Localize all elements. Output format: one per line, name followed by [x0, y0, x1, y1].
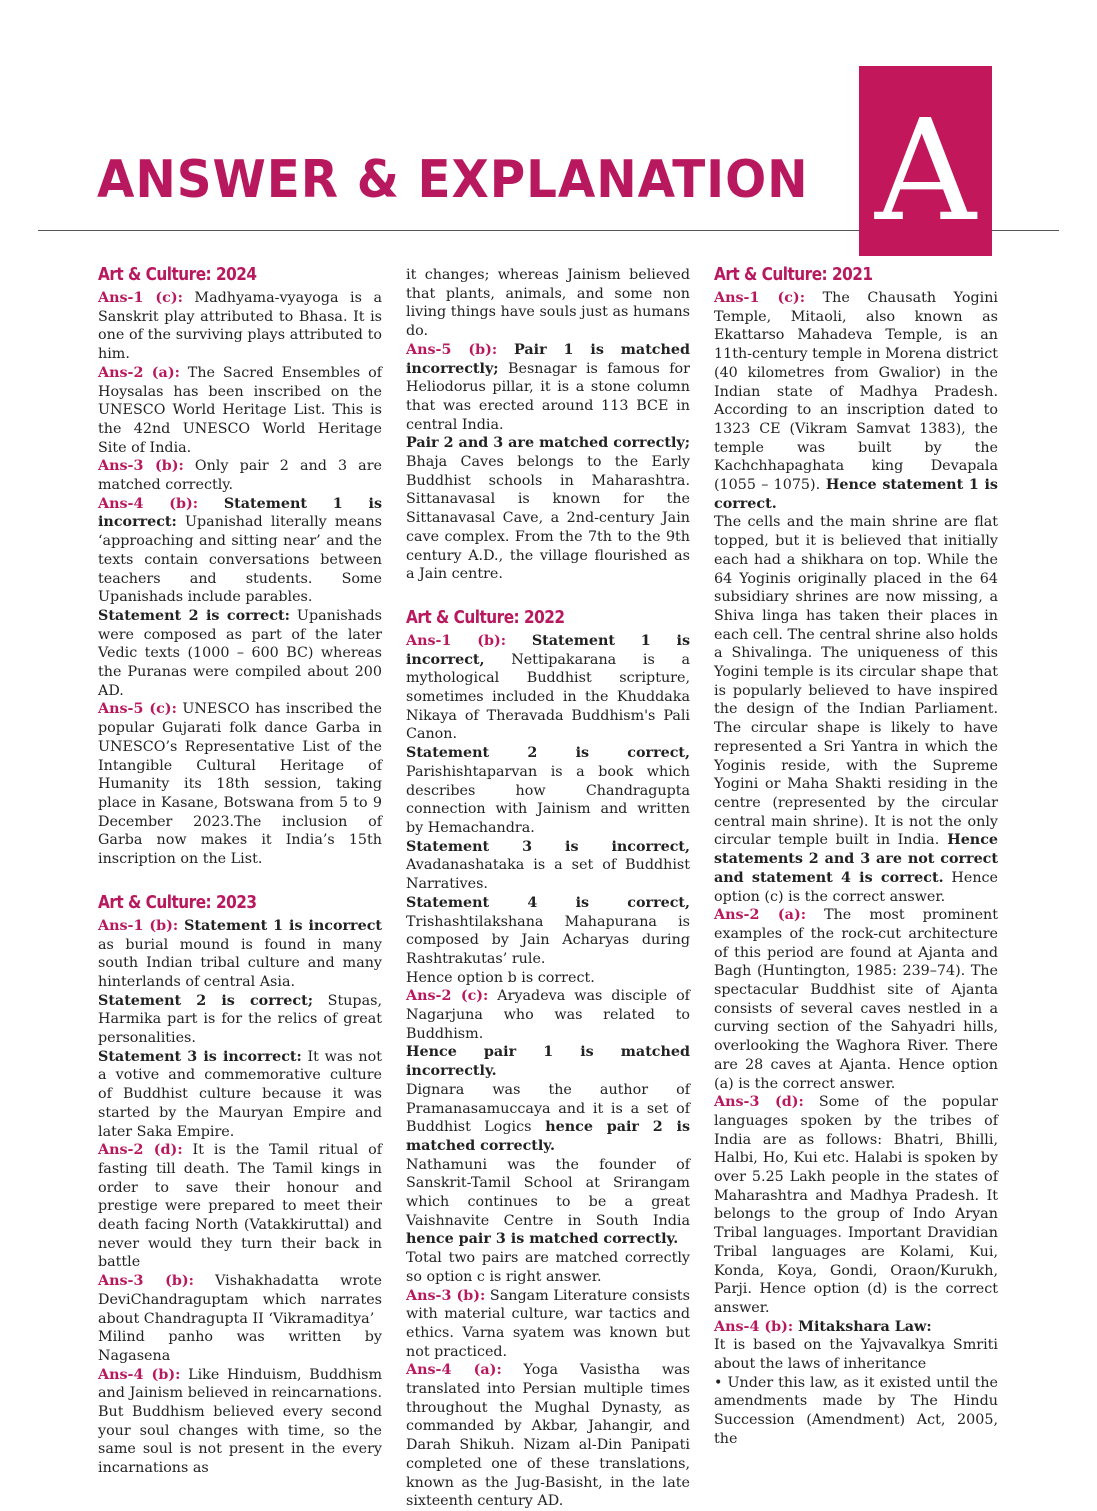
answer-2024-3 [98, 457, 382, 494]
answer-text: Yoga Vasistha was translated into Persian multiple times throughout the Mughal Dynasty, as commanded by Akbar, Jahangir, and Darah Shikuh. Nizam al-Din Panipati completed one of these translations, known as the Jug-Basisht, in the late sixteenth century AD. [406, 1362, 690, 1510]
answer-2022-2-pair-1 [406, 1043, 690, 1080]
answer-bold: Statement 4 is correct, [406, 894, 690, 911]
column-2 [406, 266, 690, 1511]
answer-text: Trishashtilakshana Mahapurana is composed by Jain Acharyas during Rashtrakutas’ rule. [406, 913, 690, 967]
section-title-2023: Art & Culture: 2023 [98, 891, 257, 913]
answer-text: Parishishtaparvan is a book which describes how Chandragupta connection with Jainism and written by Hemachandra. [406, 763, 690, 836]
answer-2021-4-bullet: • Under this law, as it existed until the amendments made by The Hindu Succession (Amendment) Act, 2005, the [714, 1374, 998, 1447]
answer-bold: Pair 2 and 3 are matched correctly; [406, 435, 690, 452]
section-title-2022: Art & Culture: 2022 [406, 606, 565, 628]
answer-bold: hence pair 2 is matched correctly. [406, 1119, 690, 1154]
answer-bold: Hence pair 1 is matched incorrectly. [406, 1044, 690, 1080]
answer-2021-1 [714, 289, 998, 513]
answer-text: It was not a votive and commemorative culture of Buddhist culture because it was started by the Mauryan Empire and later Saka Empire. [98, 1048, 382, 1140]
answer-label: Ans-4 (a): [406, 1362, 502, 1379]
answer-2022-3 [406, 1287, 690, 1362]
answer-2023-5 [406, 341, 690, 435]
answer-text: The Chausath Yogini Temple, Mitaoli, also known as Ekattarso Mahadeva Temple, is an 11th-century temple in Morena district (40 kilometres from Gwalior) in the Indian state of Madhya Pradesh. According to an inscription dated to 1323 CE (Vikram Samvat 1383), the temple was built by the Kachchhapaghata king Devapala (1055 – 1075). [714, 290, 998, 494]
answer-2022-1-conclusion: Hence option b is correct. [406, 969, 595, 986]
answer-2024-1 [98, 289, 382, 364]
answer-bold: Pair 1 is matched incorrectly; [406, 341, 690, 377]
answer-text: Stupas, Harmika part is for the relics of great personalities. [98, 992, 382, 1047]
answer-text: Like Hinduism, Buddhism and Jainism believed in reincarnations. But Buddhism believed every second your soul changes with time, so the same soul is not present in the every incarnations as [98, 1366, 383, 1477]
answer-text: Upanishads were composed as part of the later Vedic texts (1000 – 600 BC) whereas the Puranas were compiled about 200 AD. [98, 607, 382, 699]
answer-text: as burial mound is found in many south Indian tribal culture and many hinterlands of central Asia. [98, 936, 382, 990]
answer-bold: Mitakshara Law: [793, 1318, 932, 1335]
answer-bold: Statement 1 is incorrect: [98, 495, 382, 531]
answer-text: Upanishad literally means ‘approaching and sitting near’ and the texts contain conversations between teachers and students. Some Upanishads include parables. [98, 514, 382, 606]
answer-2021-2 [714, 906, 998, 1093]
answer-2023-1 [98, 917, 382, 992]
answer-2023-4-continued: it changes; whereas Jainism believed that plants, animals, and some non living things have souls just as humans do. [406, 267, 690, 340]
answer-bold: Statement 3 is incorrect, [406, 838, 690, 855]
answer-label: Ans-4 (b): [714, 1318, 794, 1335]
answer-bold: Statement 2 is correct: [98, 607, 290, 624]
answer-label: Ans-5 (b): [406, 341, 498, 358]
answer-text: Nathamuni was the founder of Sanskrit-Tamil School at Srirangam which continues to be a great Vaishnavite Centre in South India [406, 1156, 690, 1229]
answer-2024-4-statement-2 [98, 607, 382, 701]
answer-2022-1-statement-2 [406, 744, 690, 838]
answer-2022-2-conclusion: Total two pairs are matched correctly so option c is right answer. [406, 1250, 690, 1285]
column-3 [714, 263, 998, 1449]
answer-text: Hence option (c) is the correct answer. [714, 869, 998, 905]
answer-text: The Sacred Ensembles of Hoysalas has been inscribed on the UNESCO World Heritage List. This is the 42nd UNESCO World Heritage Site of India. [98, 364, 382, 456]
answer-bold: Statement 3 is incorrect: [98, 1048, 302, 1065]
chapter-letter-box: A [859, 66, 992, 256]
answer-label: Ans-2 (a): [714, 907, 806, 924]
answer-label: Ans-4 (b): [98, 495, 199, 512]
answer-2022-1-statement-4 [406, 894, 690, 969]
section-title-2024: Art & Culture: 2024 [98, 264, 257, 285]
answer-label: Ans-3 (b): [98, 458, 184, 475]
answer-text: Dignara was the author of Pramanasamuccaya and it is a set of Buddhist Logics [406, 1081, 690, 1136]
answer-label: Ans-1 (c): [98, 290, 183, 306]
answer-bold: Statement 1 is incorrect [178, 917, 382, 934]
answer-bold: Statement 2 is correct, [406, 745, 690, 762]
column-1 [98, 263, 382, 1478]
answer-text: Aryadeva was disciple of Nagarjuna who was related to Buddhism. [406, 988, 690, 1042]
answer-label: Ans-2 (a): [98, 364, 180, 381]
answer-2023-1-statement-3 [98, 1048, 382, 1142]
answer-label: Ans-2 (d): [98, 1142, 183, 1159]
answer-2023-3 [98, 1272, 382, 1328]
answer-bold: Hence statements 2 and 3 are not correct and statement 4 is correct. [714, 832, 998, 886]
answer-text: The cells and the main shrine are flat topped, but it is believed that initially each had a shikhara on top. While the 64 Yoginis originally placed in the 64 subsidiary shrines are now missing, a Shiva linga has taken their places in each cell. The central shrine also holds a Shivalinga. The uniqueness of this Yogini temple is its circular shape that is popularly believed to have inspired the design of the Indian Parliament. The circular shape is likely to have represented a Sri Yantra in which the Yoginis reside, with the Supreme Yogini or Maha Shakti residing in the centre (represented by the circular central main shrine). It is not the only circular temple built in India. [714, 514, 998, 849]
answer-bold: hence pair 3 is matched correctly. [406, 1231, 679, 1248]
answer-text: Besnagar is famous for Heliodorus pillar, it is a stone column that was erected around 113 BCE in central India. [406, 360, 690, 433]
answer-bold: Statement 2 is correct; [98, 992, 313, 1009]
answer-2023-2 [98, 1141, 382, 1272]
answer-text: Sangam Literature consists with material culture, war tactics and ethics. Varna syatem was known but not practiced. [406, 1287, 690, 1360]
answer-2021-1-detail [714, 513, 998, 906]
page-title: ANSWER & EXPLANATION [97, 150, 809, 210]
answer-2024-4 [98, 495, 382, 607]
section-title-2021: Art & Culture: 2021 [714, 264, 873, 285]
answer-text: Vishakhadatta wrote DeviChandraguptam which narrates about Chandragupta II ‘Vikramaditya’ [98, 1273, 382, 1327]
answer-2022-4 [406, 1361, 690, 1511]
answer-2022-2-pair-2 [406, 1081, 690, 1156]
answer-label: Ans-5 (c): [98, 701, 177, 718]
answer-label: Ans-2 (c): [406, 988, 489, 1005]
answer-label: Ans-1 (c): [714, 290, 805, 306]
answer-label: Ans-3 (b): [406, 1287, 486, 1304]
answer-2022-2-pair-3 [406, 1156, 690, 1250]
answer-label: Ans-1 (b): [98, 917, 179, 934]
answer-2024-2 [98, 364, 382, 458]
answer-text: Nettipakarana is a mythological Buddhist scripture, sometimes included in the Khuddaka Nikaya of Theravada Buddhism's Pali Canon. [406, 651, 690, 743]
answer-text: Only pair 2 and 3 are matched correctly. [98, 458, 382, 494]
answer-label: Ans-3 (d): [714, 1094, 804, 1111]
answer-label: Ans-4 (b): [98, 1366, 181, 1383]
answer-2021-4 [714, 1318, 998, 1337]
answer-label: Ans-3 (b): [98, 1273, 194, 1290]
answer-2023-3-note: Milind panho was written by Nagasena [98, 1329, 382, 1364]
answer-2021-4-text: It is based on the Yajvavalkya Smriti about the laws of inheritance [714, 1337, 998, 1373]
answer-2022-2 [406, 987, 690, 1043]
answer-2023-4 [98, 1366, 382, 1478]
answer-text: Bhaja Caves belongs to the Early Buddhist schools in Maharashtra. Sittanavasal is known for the Sittanavasal Cave, a 2nd-century Jain cave complex. From the 7th to the 9th century A.D., the village flourished as a Jain centre. [406, 454, 690, 583]
answer-2024-5 [98, 700, 382, 868]
answer-2022-1 [406, 632, 690, 744]
answer-label: Ans-1 (b): [406, 632, 507, 649]
answer-2023-5-pair-2 [406, 434, 690, 584]
answer-text: Avadanashataka is a set of Buddhist Narratives. [406, 857, 690, 893]
answer-bold: Statement 1 is incorrect, [406, 632, 690, 668]
answer-2022-1-statement-3 [406, 838, 690, 894]
answer-bold: Hence statement 1 is correct. [714, 477, 998, 512]
answer-text: The most prominent examples of the rock-cut architecture of this period are found at Ajanta and Bagh (Huntington, 1985: 239–74). The spectacular Buddhist site of Ajanta consists of several caves nestled in a curving section of the Sahyadri hills, overlooking the Waghora River. There are 28 caves at Ajanta. Hence option (a) is the correct answer. [714, 907, 999, 1092]
answer-text: Madhyama-vyayoga is a Sanskrit play attributed to Bhasa. It is one of the surviving plays attributed to him. [98, 290, 382, 363]
answer-text: It is the Tamil ritual of fasting till death. The Tamil kings in order to save their honour and prestige were prepared to meet their death facing North (Vatakkiruttal) and never would they turn their back in battle [98, 1142, 382, 1271]
answer-text: UNESCO has inscribed the popular Gujarati folk dance Garba in UNESCO’s Representative List of the Intangible Cultural Heritage of Humanity its 18th session, taking place in Kasane, Botswana from 5 to 9 December 2023.The inclusion of Garba now makes it India’s 15th inscription on the List. [98, 701, 382, 868]
answer-2021-3 [714, 1093, 998, 1317]
answer-text: Some of the popular languages spoken by the tribes of India are as follows: Bhatri, Bhilli, Halbi, Ho, Kui etc. Halabi is spoken by over 5.25 Lakh people in the states of Maharashtra and Madhya Pradesh. It belongs to the group of Indo Aryan Tribal languages. Important Dravidian Tribal languages are Kolami, Kui, Konda, Koya, Gondi, Oraon/Kurukh, Parji. Hence option (d) is the correct answer. [714, 1094, 998, 1316]
answer-2023-1-statement-2 [98, 992, 382, 1048]
